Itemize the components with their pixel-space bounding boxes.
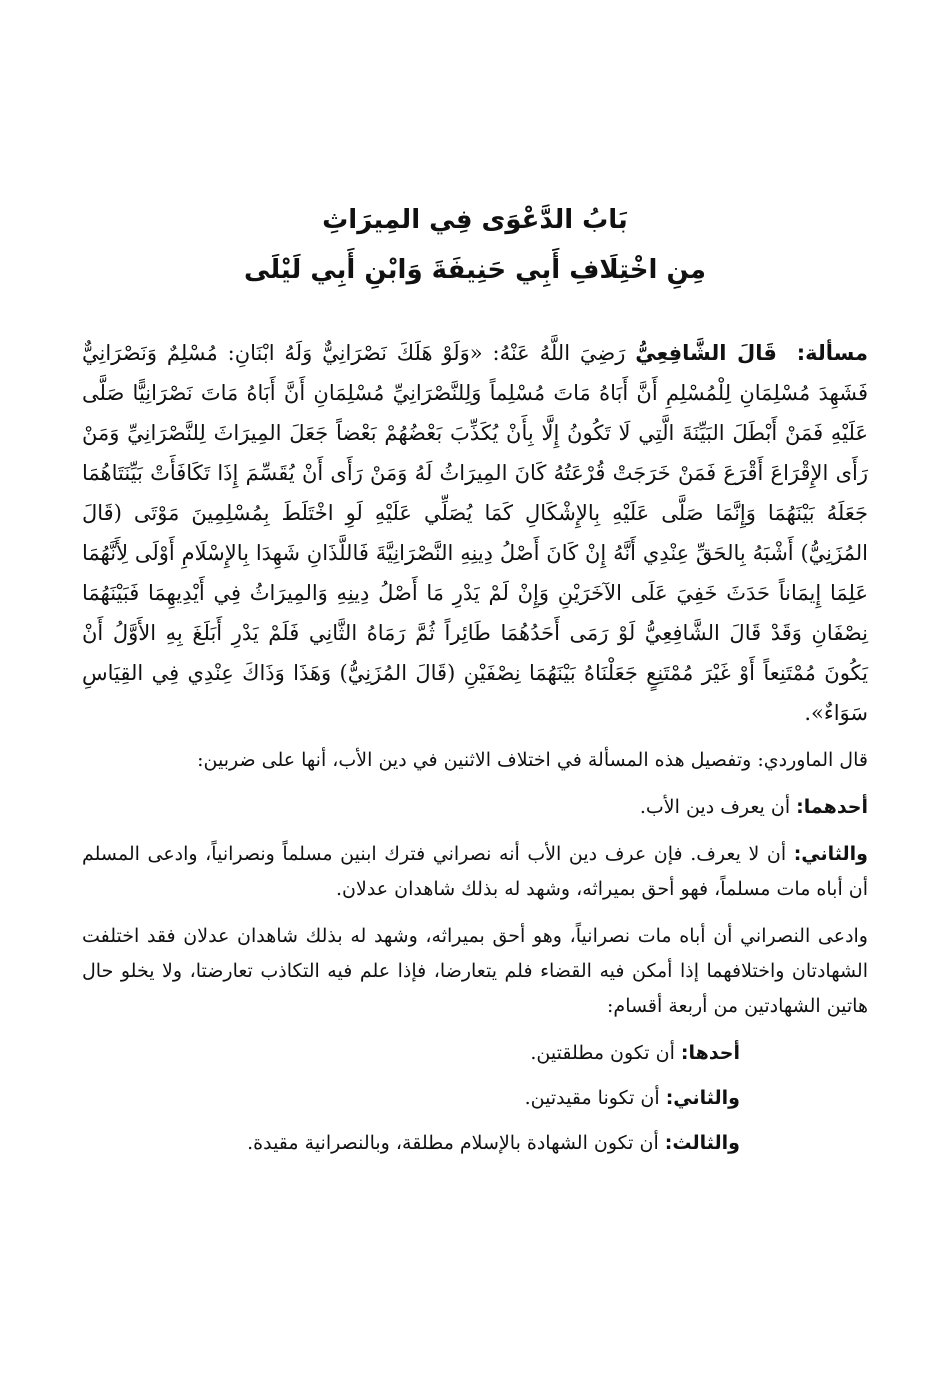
case-two-text: أن لا يعرف. فإن عرف دين الأب أنه نصراني فترك ابنين مسلماً ونصرانياً، وادعى المسلم أن أباه مات مسلماً، فهو أحق بميراثه، وشهد له بذلك شاهدان عدلان. — [82, 843, 868, 900]
division-text: أن تكونا مقيدتين. — [524, 1087, 660, 1109]
masala-speaker: قَالَ الشَّافِعِيُّ — [635, 341, 777, 365]
case-two-term: والثاني: — [793, 843, 868, 865]
commentary-section — [82, 743, 868, 1161]
case-two — [82, 837, 868, 907]
division-item — [82, 1126, 868, 1161]
masala-text: رَضِيَ اللَّهُ عَنْهُ: «وَلَوْ هَلَكَ نَصْرَانِيٌّ وَلَهُ ابْنَانِ: مُسْلِمٌ وَنَصْرَانِيٌّ فَشَهِدَ مُسْلِمَانِ لِلْمُسْلِمِ أَنَّ أَبَاهُ مَاتَ مُسْلِماً وَلِلنَّصْرَانِيِّ مُسْلِمَانِ أَنَّ أَبَاهُ مَاتَ نَصْرَانِيًّا صَلَّى عَلَيْهِ فَمَنْ أَبْطَلَ البَيِّنَةَ الَّتِي لَا تَكُونُ إِلَّا بِأَنْ يُكَذِّبَ بَعْضُهُمْ بَعْضاً جَعَلَ المِيرَاثَ لِلنَّصْرَانِيِّ وَمَنْ رَأَى الإِقْرَاعَ أَقْرَعَ فَمَنْ خَرَجَتْ قُرْعَتُهُ كَانَ المِيرَاثُ لَهُ وَمَنْ رَأَى أَنْ يُقَسِّمَ إِذَا تَكَافَأَتْ بَيِّنَتَاهُمَا جَعَلَهُ بَيْنَهُمَا وَإِنَّمَا صَلَّى عَلَيْهِ بِالإِشْكَالِ كَمَا يُصَلِّي عَلَيْهِ لَوِ اخْتَلَطَ بِمُسْلِمِينَ مَوْتَى (قَالَ المُزَنِيُّ) أَشْبَهُ بِالحَقِّ عِنْدِي أَنَّهُ إِنْ كَانَ أَصْلُ دِينِهِ النَّصْرَانِيَّةَ فَاللَّذَانِ شَهِدَا بِالإِسْلَامِ أَوْلَى لِأَنَّهُمَا عَلِمَا إِيمَاناً حَدَثَ خَفِيَ عَلَى الآخَرَيْنِ وَإِنْ لَمْ يَدْرِ مَا أَصْلُ دِينِهِ وَالمِيرَاثُ فِي أَيْدِيهِمَا فَبَيْنَهُمَا نِصْفَانِ وَقَدْ قَالَ الشَّافِعِيُّ لَوْ رَمَى أَحَدُهُمَا طَائِراً ثُمَّ رَمَاهُ الثَّانِي فَلَمْ يَدْرِ أَبَلَغَ بِهِ الأَوَّلُ أَنْ يَكُونَ مُمْتَنِعاً أَوْ غَيْرَ مُمْتَنِعٍ جَعَلْنَاهُ بَيْنَهُمَا نِصْفَيْنِ (قَالَ المُزَنِيُّ) وَهَذَا وَذَاكَ عِنْدِي فِي القِيَاسِ سَوَاءٌ». — [82, 341, 868, 725]
division-term: والثالث: — [664, 1132, 740, 1154]
case-one — [82, 790, 868, 825]
commentary-intro: قال الماوردي: وتفصيل هذه المسألة في اختلاف الاثنين في دين الأب، أنها على ضربين: — [197, 749, 868, 771]
case-one-term: أحدهما: — [796, 796, 868, 818]
division-term: أحدها: — [680, 1042, 740, 1064]
division-term: والثاني: — [665, 1087, 740, 1109]
division-item — [82, 1036, 868, 1071]
chapter-headings — [82, 195, 868, 295]
masala-paragraph — [82, 333, 868, 733]
masala-label: مسألة: — [796, 341, 869, 365]
chapter-subtitle: مِنِ اخْتِلَافِ أَبِي حَنِيفَةَ وَابْنِ أَبِي لَيْلَى — [244, 255, 706, 285]
division-item — [82, 1081, 868, 1116]
case-one-text: أن يعرف دين الأب. — [639, 796, 791, 818]
division-text: أن تكون الشهادة بالإسلام مطلقة، وبالنصرانية مقيدة. — [247, 1132, 659, 1154]
division-text: أن تكون مطلقتين. — [530, 1042, 675, 1064]
chapter-title: بَابُ الدَّعْوَى فِي المِيرَاثِ — [322, 205, 628, 235]
witness-paragraph: وادعى النصراني أن أباه مات نصرانياً، وهو أحق بميراثه، وشهد له بذلك شاهدان عدلان فقد اختلفت الشهادتان واختلافهما إذا أمكن فيه القضاء فلم يتعارضا، فإذا علم فيه التكاذب تعارضتا، ولا يخلو حال هاتين الشهادتين من أربعة أقسام: — [82, 925, 868, 1017]
